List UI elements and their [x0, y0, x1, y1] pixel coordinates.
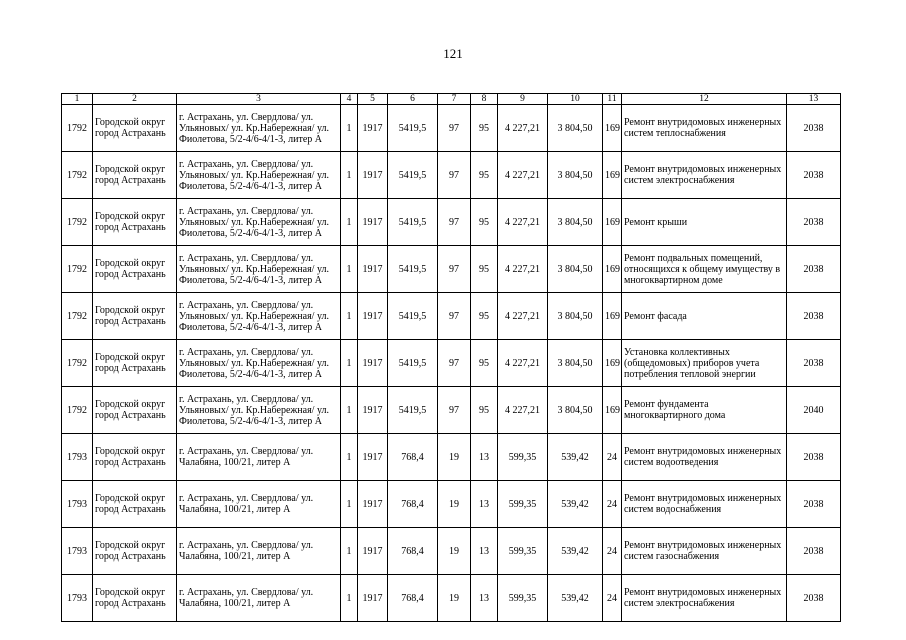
col10-cell: 539,42: [548, 481, 603, 528]
col8-cell: 95: [471, 340, 498, 387]
area-cell: 768,4: [388, 481, 438, 528]
column-header: 9: [498, 94, 548, 105]
district-cell: Городской округ город Астрахань: [93, 152, 177, 199]
repair-work-cell: Ремонт внутридомовых инженерных систем водоотведения: [622, 434, 787, 481]
planned-year-cell: 2040: [787, 387, 841, 434]
repair-work-cell: Ремонт внутридомовых инженерных систем газоснабжения: [622, 528, 787, 575]
district-cell: Городской округ город Астрахань: [93, 481, 177, 528]
col4-cell: 1: [341, 340, 358, 387]
area-cell: 5419,5: [388, 152, 438, 199]
row-number-cell: 1792: [62, 105, 93, 152]
col9-cell: 599,35: [498, 575, 548, 622]
col10-cell: 3 804,50: [548, 199, 603, 246]
row-number-cell: 1792: [62, 152, 93, 199]
column-header: 2: [93, 94, 177, 105]
col9-cell: 4 227,21: [498, 293, 548, 340]
col8-cell: 95: [471, 105, 498, 152]
col11-cell: 169: [603, 387, 622, 434]
column-header: 7: [438, 94, 471, 105]
address-cell: г. Астрахань, ул. Свердлова/ ул. Чалабяна, 100/21, литер А: [177, 481, 341, 528]
planned-year-cell: 2038: [787, 152, 841, 199]
row-number-cell: 1793: [62, 528, 93, 575]
table-row: [62, 340, 841, 387]
address-cell: г. Астрахань, ул. Свердлова/ ул. Чалабяна, 100/21, литер А: [177, 434, 341, 481]
col10-cell: 3 804,50: [548, 293, 603, 340]
address-cell: г. Астрахань, ул. Свердлова/ ул. Ульяновых/ ул. Кр.Набережная/ ул. Фиолетова, 5/2-4/6-4/1-3, литер А: [177, 246, 341, 293]
planned-year-cell: 2038: [787, 199, 841, 246]
col7-cell: 97: [438, 199, 471, 246]
planned-year-cell: 2038: [787, 528, 841, 575]
col7-cell: 97: [438, 293, 471, 340]
col4-cell: 1: [341, 434, 358, 481]
col7-cell: 19: [438, 528, 471, 575]
col10-cell: 3 804,50: [548, 340, 603, 387]
table-row: [62, 528, 841, 575]
col9-cell: 4 227,21: [498, 246, 548, 293]
col11-cell: 169: [603, 199, 622, 246]
area-cell: 5419,5: [388, 340, 438, 387]
column-header: 1: [62, 94, 93, 105]
column-header: 4: [341, 94, 358, 105]
area-cell: 768,4: [388, 434, 438, 481]
col11-cell: 169: [603, 246, 622, 293]
row-number-cell: 1792: [62, 340, 93, 387]
col8-cell: 95: [471, 199, 498, 246]
column-header: 13: [787, 94, 841, 105]
address-cell: г. Астрахань, ул. Свердлова/ ул. Ульяновых/ ул. Кр.Набережная/ ул. Фиолетова, 5/2-4/6-4/1-3, литер А: [177, 105, 341, 152]
table-row: [62, 575, 841, 622]
col4-cell: 1: [341, 152, 358, 199]
planned-year-cell: 2038: [787, 575, 841, 622]
col8-cell: 95: [471, 293, 498, 340]
table-row: [62, 105, 841, 152]
table-row: [62, 434, 841, 481]
col4-cell: 1: [341, 246, 358, 293]
district-cell: Городской округ город Астрахань: [93, 528, 177, 575]
col7-cell: 19: [438, 434, 471, 481]
col9-cell: 599,35: [498, 481, 548, 528]
planned-year-cell: 2038: [787, 246, 841, 293]
col7-cell: 97: [438, 152, 471, 199]
col11-cell: 24: [603, 481, 622, 528]
repair-work-cell: Ремонт внутридомовых инженерных систем электроснабжения: [622, 152, 787, 199]
build-year-cell: 1917: [358, 434, 388, 481]
district-cell: Городской округ город Астрахань: [93, 340, 177, 387]
address-cell: г. Астрахань, ул. Свердлова/ ул. Ульяновых/ ул. Кр.Набережная/ ул. Фиолетова, 5/2-4/6-4/1-3, литер А: [177, 152, 341, 199]
col8-cell: 13: [471, 481, 498, 528]
build-year-cell: 1917: [358, 152, 388, 199]
build-year-cell: 1917: [358, 481, 388, 528]
table-row: [62, 293, 841, 340]
col11-cell: 24: [603, 528, 622, 575]
col4-cell: 1: [341, 105, 358, 152]
capital-repair-table: [61, 93, 841, 622]
col11-cell: 24: [603, 434, 622, 481]
address-cell: г. Астрахань, ул. Свердлова/ ул. Ульяновых/ ул. Кр.Набережная/ ул. Фиолетова, 5/2-4/6-4/1-3, литер А: [177, 340, 341, 387]
table-row: [62, 387, 841, 434]
col4-cell: 1: [341, 387, 358, 434]
col10-cell: 3 804,50: [548, 105, 603, 152]
row-number-cell: 1792: [62, 387, 93, 434]
col10-cell: 539,42: [548, 434, 603, 481]
repair-work-cell: Ремонт фундамента многоквартирного дома: [622, 387, 787, 434]
col10-cell: 3 804,50: [548, 152, 603, 199]
repair-work-cell: Ремонт внутридомовых инженерных систем водоснабжения: [622, 481, 787, 528]
table-row: [62, 199, 841, 246]
address-cell: г. Астрахань, ул. Свердлова/ ул. Чалабяна, 100/21, литер А: [177, 528, 341, 575]
col9-cell: 4 227,21: [498, 340, 548, 387]
col10-cell: 539,42: [548, 575, 603, 622]
area-cell: 768,4: [388, 575, 438, 622]
column-header: 11: [603, 94, 622, 105]
build-year-cell: 1917: [358, 528, 388, 575]
column-header: 5: [358, 94, 388, 105]
build-year-cell: 1917: [358, 387, 388, 434]
build-year-cell: 1917: [358, 293, 388, 340]
repair-work-cell: Ремонт внутридомовых инженерных систем электроснабжения: [622, 575, 787, 622]
district-cell: Городской округ город Астрахань: [93, 575, 177, 622]
district-cell: Городской округ город Астрахань: [93, 199, 177, 246]
row-number-cell: 1793: [62, 481, 93, 528]
col9-cell: 4 227,21: [498, 105, 548, 152]
col7-cell: 19: [438, 481, 471, 528]
district-cell: Городской округ город Астрахань: [93, 434, 177, 481]
address-cell: г. Астрахань, ул. Свердлова/ ул. Ульяновых/ ул. Кр.Набережная/ ул. Фиолетова, 5/2-4/6-4/1-3, литер А: [177, 293, 341, 340]
table-row: [62, 246, 841, 293]
col7-cell: 97: [438, 387, 471, 434]
column-header: 12: [622, 94, 787, 105]
col8-cell: 13: [471, 528, 498, 575]
col9-cell: 599,35: [498, 528, 548, 575]
planned-year-cell: 2038: [787, 293, 841, 340]
col10-cell: 3 804,50: [548, 387, 603, 434]
repair-work-cell: Ремонт крыши: [622, 199, 787, 246]
planned-year-cell: 2038: [787, 481, 841, 528]
col10-cell: 539,42: [548, 528, 603, 575]
area-cell: 5419,5: [388, 387, 438, 434]
planned-year-cell: 2038: [787, 105, 841, 152]
address-cell: г. Астрахань, ул. Свердлова/ ул. Чалабяна, 100/21, литер А: [177, 575, 341, 622]
col7-cell: 97: [438, 105, 471, 152]
column-header: 8: [471, 94, 498, 105]
area-cell: 5419,5: [388, 105, 438, 152]
repair-work-cell: Ремонт фасада: [622, 293, 787, 340]
repair-work-cell: Ремонт внутридомовых инженерных систем теплоснабжения: [622, 105, 787, 152]
col11-cell: 24: [603, 575, 622, 622]
row-number-cell: 1792: [62, 293, 93, 340]
col4-cell: 1: [341, 528, 358, 575]
column-header: 3: [177, 94, 341, 105]
row-number-cell: 1793: [62, 434, 93, 481]
col7-cell: 97: [438, 340, 471, 387]
area-cell: 768,4: [388, 528, 438, 575]
col9-cell: 4 227,21: [498, 387, 548, 434]
col7-cell: 97: [438, 246, 471, 293]
build-year-cell: 1917: [358, 105, 388, 152]
col7-cell: 19: [438, 575, 471, 622]
area-cell: 5419,5: [388, 293, 438, 340]
col11-cell: 169: [603, 152, 622, 199]
column-header: 6: [388, 94, 438, 105]
col8-cell: 95: [471, 246, 498, 293]
col10-cell: 3 804,50: [548, 246, 603, 293]
col11-cell: 169: [603, 293, 622, 340]
col9-cell: 4 227,21: [498, 152, 548, 199]
col4-cell: 1: [341, 293, 358, 340]
repair-work-cell: Ремонт подвальных помещений, относящихся к общему имуществу в многоквартирном доме: [622, 246, 787, 293]
build-year-cell: 1917: [358, 340, 388, 387]
table-row: [62, 481, 841, 528]
col4-cell: 1: [341, 199, 358, 246]
row-number-cell: 1792: [62, 199, 93, 246]
build-year-cell: 1917: [358, 575, 388, 622]
row-number-cell: 1792: [62, 246, 93, 293]
page-number: 121: [443, 46, 463, 61]
col4-cell: 1: [341, 481, 358, 528]
row-number-cell: 1793: [62, 575, 93, 622]
col8-cell: 13: [471, 434, 498, 481]
district-cell: Городской округ город Астрахань: [93, 293, 177, 340]
district-cell: Городской округ город Астрахань: [93, 246, 177, 293]
area-cell: 5419,5: [388, 199, 438, 246]
planned-year-cell: 2038: [787, 434, 841, 481]
area-cell: 5419,5: [388, 246, 438, 293]
build-year-cell: 1917: [358, 199, 388, 246]
district-cell: Городской округ город Астрахань: [93, 387, 177, 434]
col11-cell: 169: [603, 340, 622, 387]
table-row: [62, 152, 841, 199]
col4-cell: 1: [341, 575, 358, 622]
col9-cell: 4 227,21: [498, 199, 548, 246]
col8-cell: 95: [471, 152, 498, 199]
address-cell: г. Астрахань, ул. Свердлова/ ул. Ульяновых/ ул. Кр.Набережная/ ул. Фиолетова, 5/2-4/6-4/1-3, литер А: [177, 199, 341, 246]
col9-cell: 599,35: [498, 434, 548, 481]
col11-cell: 169: [603, 105, 622, 152]
col8-cell: 95: [471, 387, 498, 434]
address-cell: г. Астрахань, ул. Свердлова/ ул. Ульяновых/ ул. Кр.Набережная/ ул. Фиолетова, 5/2-4/6-4/1-3, литер А: [177, 387, 341, 434]
build-year-cell: 1917: [358, 246, 388, 293]
column-header-row: [62, 94, 841, 105]
repair-work-cell: Установка коллективных (общедомовых) приборов учета потребления тепловой энергии: [622, 340, 787, 387]
planned-year-cell: 2038: [787, 340, 841, 387]
col8-cell: 13: [471, 575, 498, 622]
district-cell: Городской округ город Астрахань: [93, 105, 177, 152]
column-header: 10: [548, 94, 603, 105]
